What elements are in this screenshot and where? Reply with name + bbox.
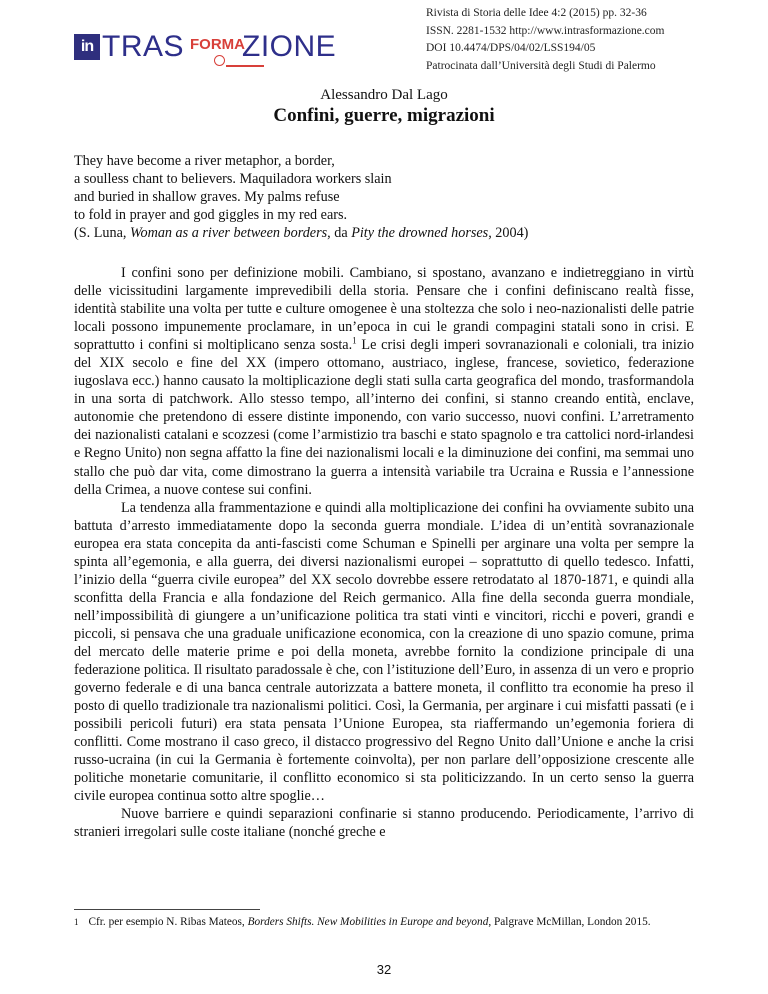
footnote-divider bbox=[74, 909, 260, 910]
article-author: Alessandro Dal Lago bbox=[320, 87, 448, 103]
footnote-number: 1 bbox=[74, 917, 79, 927]
journal-doi-line: DOI 10.4474/DPS/04/02/LSS194/05 bbox=[426, 42, 596, 54]
epigraph-source-mid: , da bbox=[327, 225, 352, 241]
footnote bbox=[74, 914, 694, 930]
epigraph-line: They have become a river metaphor, a border, bbox=[74, 153, 335, 169]
logo-circle-decoration bbox=[214, 55, 225, 66]
body-paragraph: Nuove barriere e quindi separazioni confinarie si stanno producendo. Periodicamente, l’arrivo di stranieri irregolari sulle coste italiane (nonché greche e bbox=[74, 806, 694, 841]
footnote-text: Cfr. per esempio N. Ribas Mateos, bbox=[88, 916, 248, 928]
epigraph bbox=[74, 152, 714, 242]
page-number: 32 bbox=[376, 962, 392, 977]
article-title: Confini, guerre, migrazioni bbox=[273, 105, 495, 126]
paragraph-text: I confini sono per definizione mobili. Cambiano, si spostano, avanzano e indietreggiano in virtù delle vicissitudini largamente imprevedibili della storia. Pensare che i confini definiscano realtà fisse, identità stabilite una volta per tutte e culture omogenee è una stoltezza che solo i neo-nazionalisti delle patrie locali possono impunemente proclamare, in un’epoca in cui le grandi compagini statali sono in crisi. E soprattutto i confini si moltiplicano senza sosta. bbox=[74, 265, 694, 354]
epigraph-source bbox=[74, 224, 714, 242]
epigraph-line: and buried in shallow graves. My palms refuse bbox=[74, 189, 340, 205]
epigraph-source-work: Woman as a river between borders bbox=[129, 225, 328, 241]
journal-logo bbox=[74, 30, 337, 70]
epigraph-source-book: Pity the drowned horses bbox=[351, 225, 489, 241]
journal-issn-line: ISSN. 2281-1532 http://www.intrasformazione.com bbox=[426, 24, 665, 37]
epigraph-source-suffix: , 2004) bbox=[488, 225, 529, 241]
logo-in-mark: in bbox=[74, 34, 100, 60]
logo-zione-text: ZIONE bbox=[242, 30, 337, 63]
journal-patronage-line: Patrocinata dall’Università degli Studi di Palermo bbox=[426, 59, 656, 72]
body-paragraph bbox=[74, 264, 694, 499]
footnote-reference[interactable]: 1 bbox=[352, 335, 357, 346]
footnote-work-title: Borders Shifts. New Mobilities in Europe and beyond bbox=[247, 916, 489, 928]
journal-citation-line: Rivista di Storia delle Idee 4:2 (2015) pp. 32-36 bbox=[426, 7, 647, 19]
epigraph-line: to fold in prayer and god giggles in my red ears. bbox=[74, 207, 348, 223]
footnote-text: , Palgrave McMillan, London 2015. bbox=[488, 916, 651, 928]
logo-tras-text: TRAS bbox=[102, 30, 185, 63]
epigraph-source-prefix: (S. Luna, bbox=[74, 225, 130, 241]
body-paragraph: La tendenza alla frammentazione e quindi alla moltiplicazione dei confini ha ovviamente subito una battuta d’arresto immediatamente dopo la seconda guerra mondiale. L’idea di un’entità sovranazionale europea era stata concepita da anti-fascisti come Schuman e Spinelli per arginare una volta per sempre la spinta all’egemonia, e alla guerra, dei diversi nazionalismi europei – soprattutto di quello tedesco. Infatti, l’inizio della “guerra civile europea” del XX secolo dovrebbe essere retrodatato al 1870-1871, e quindi alla sconfitta della Francia e alla fondazione del Reich germanico. Alla fine della seconda guerra mondiale, nell’impossibilità di giungere a un’unificazione politica tra stati vinti e vincitori, ricchi e poveri, grandi e piccoli, si pensava che una graduale unificazione economica, con la creazione di uno spazio comune, prima del mercato delle materie prime e poi della moneta, avrebbe fornito la condizione principale di una federazione politica. Il risultato paradossale è che, con l’istituzione dell’Euro, in assenza di un vero e proprio governo federale e di una banca centrale autorizzata a battere moneta, il conflitto tra economie ha preso il posto di quello tradizionale tra nazionalismi politici. Così, la Germania, per arginare i cui misfatti passati (e i possibili pericoli futuri) era stata pensata l’Unione Europea, sta riaffermando un’egemonia foriera di conflitti. Come mostrano il caso greco, il distacco progressivo del Regno Unito dall’Unione e anche la crisi russo-ucraina (in cui la Germania è fortemente coinvolta), per non parlare dell’opposizione crescente alle politiche monetarie comunitarie, il conflitto economico si sta politicizzando. In un certo senso la guerra civile europea continua sotto altre spoglie… bbox=[74, 499, 694, 805]
logo-line-decoration bbox=[226, 65, 264, 67]
logo-forma-text: FORMA bbox=[190, 36, 245, 53]
journal-info bbox=[426, 5, 756, 75]
paragraph-text: Le crisi degli imperi sovranazionali e coloniali, tra inizio del XIX secolo e fine del XX (impero ottomano, austriaco, inglese, francese, sovietico, federazione iugoslava ecc.) hanno causato la moltiplicazione degli stati sulla carta geografica del mondo, trasformandola in una sorta di patchwork. Allo stesso tempo, all’interno dei confini, si stanno creando entità, enclave, autonomie che pretendono di essere distinte imponendo, con vario successo, nuovi confini. L’arretramento dei nazionalisti catalani e scozzesi (come l’armistizio tra baschi e stato spagnolo e tra cattolici nord-irlandesi e Regno Unito) non segna affatto la fine dei nazionalismi locali e la diminuzione dei confini, ma semmai uno stallo che può dar vita, come dimostrano la guerra a intensità variabile tra Ucraina e Russia e l’annessione della Crimea, a nuove contese sui confini. bbox=[74, 337, 694, 498]
epigraph-line: a soulless chant to believers. Maquiladora workers slain bbox=[74, 171, 392, 187]
article-body bbox=[74, 264, 694, 842]
